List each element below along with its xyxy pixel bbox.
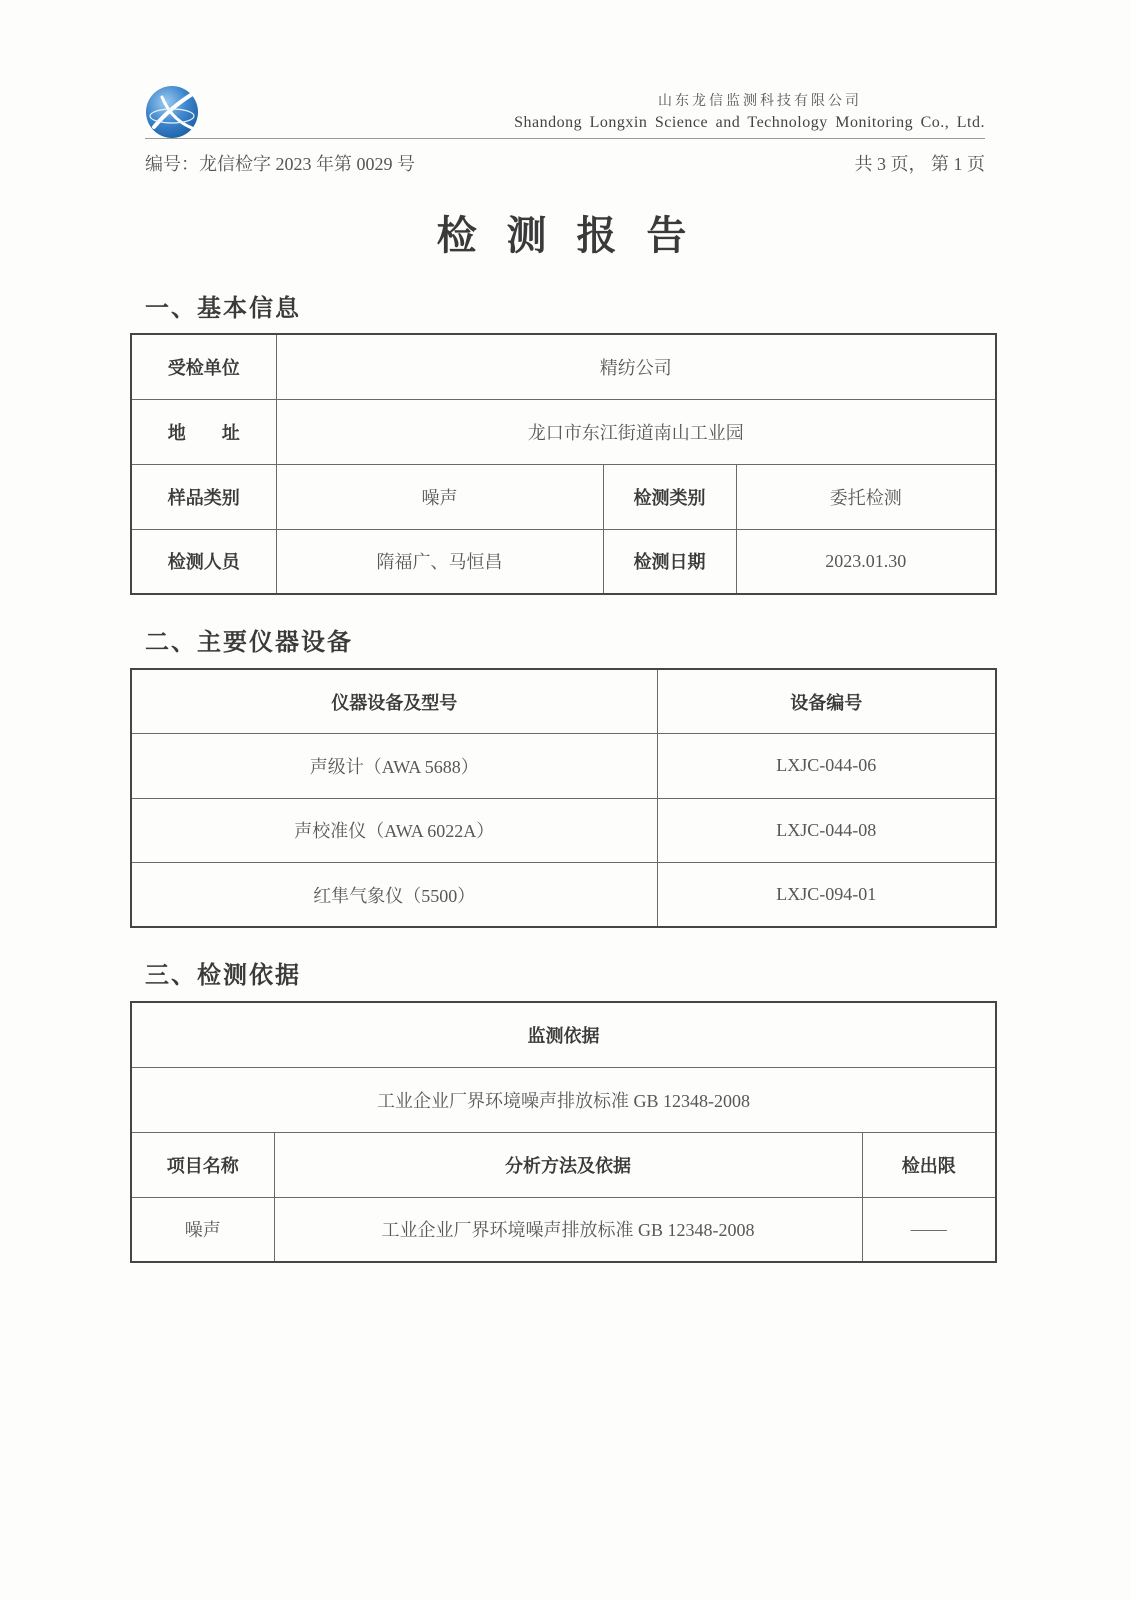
page-count: 共 3 页， 第 1 页 xyxy=(854,154,985,174)
equipment-id: LXJC-044-06 xyxy=(657,734,996,799)
table-row xyxy=(131,529,996,594)
sample-type-label: 样品类别 xyxy=(131,464,276,529)
table-header-row xyxy=(131,669,996,734)
table-row xyxy=(131,1067,996,1132)
address-value: 龙口市东江街道南山工业园 xyxy=(276,399,996,464)
equipment-id: LXJC-094-01 xyxy=(657,863,996,928)
equipment-table xyxy=(130,668,997,928)
personnel-value: 隋福广、马恒昌 xyxy=(276,529,603,594)
test-type-label: 检测类别 xyxy=(603,464,736,529)
equipment-name: 声校准仪（AWA 6022A） xyxy=(131,798,657,863)
basic-info-table xyxy=(130,333,997,595)
table-row xyxy=(131,798,996,863)
section-heading-basis: 三、检测依据 xyxy=(145,961,301,989)
personnel-label: 检测人员 xyxy=(131,529,276,594)
equipment-id: LXJC-044-08 xyxy=(657,798,996,863)
page-title: 检 测 报 告 xyxy=(436,213,695,259)
table-row xyxy=(131,464,996,529)
section-heading-basic-info: 一、基本信息 xyxy=(145,294,301,322)
header-divider xyxy=(145,138,985,139)
column-header-equipment-name: 仪器设备及型号 xyxy=(131,669,657,734)
table-row xyxy=(131,734,996,799)
inspected-unit-value: 精纺公司 xyxy=(276,334,996,399)
column-header-limit: 检出限 xyxy=(862,1132,996,1197)
company-name-cn: 山东龙信监测科技有限公司 xyxy=(658,93,862,109)
address-label: 地 址 xyxy=(131,399,276,464)
company-logo-icon xyxy=(142,82,202,142)
test-type-value: 委托检测 xyxy=(736,464,996,529)
inspected-unit-label: 受检单位 xyxy=(131,334,276,399)
monitor-basis-label: 监测依据 xyxy=(131,1002,996,1067)
monitor-basis-value: 工业企业厂界环境噪声排放标准 GB 12348-2008 xyxy=(131,1067,996,1132)
limit-value: —— xyxy=(862,1197,996,1262)
report-number: 编号：龙信检字 2023 年第 0029 号 xyxy=(145,154,415,174)
section-heading-equipment: 二、主要仪器设备 xyxy=(145,628,353,656)
table-row xyxy=(131,399,996,464)
equipment-name: 红隼气象仪（5500） xyxy=(131,863,657,928)
item-name: 噪声 xyxy=(131,1197,274,1262)
table-header-row xyxy=(131,1002,996,1067)
column-header-equipment-id: 设备编号 xyxy=(657,669,996,734)
test-date-value: 2023.01.30 xyxy=(736,529,996,594)
sample-type-value: 噪声 xyxy=(276,464,603,529)
method-value: 工业企业厂界环境噪声排放标准 GB 12348-2008 xyxy=(274,1197,862,1262)
basis-table xyxy=(130,1001,997,1263)
company-name-en: Shandong Longxin Science and Technology Monitoring Co., Ltd. xyxy=(514,114,985,131)
equipment-name: 声级计（AWA 5688） xyxy=(131,734,657,799)
test-date-label: 检测日期 xyxy=(603,529,736,594)
column-header-item: 项目名称 xyxy=(131,1132,274,1197)
table-header-row xyxy=(131,1132,996,1197)
table-row xyxy=(131,1197,996,1262)
table-row xyxy=(131,863,996,928)
column-header-method: 分析方法及依据 xyxy=(274,1132,862,1197)
table-row xyxy=(131,334,996,399)
